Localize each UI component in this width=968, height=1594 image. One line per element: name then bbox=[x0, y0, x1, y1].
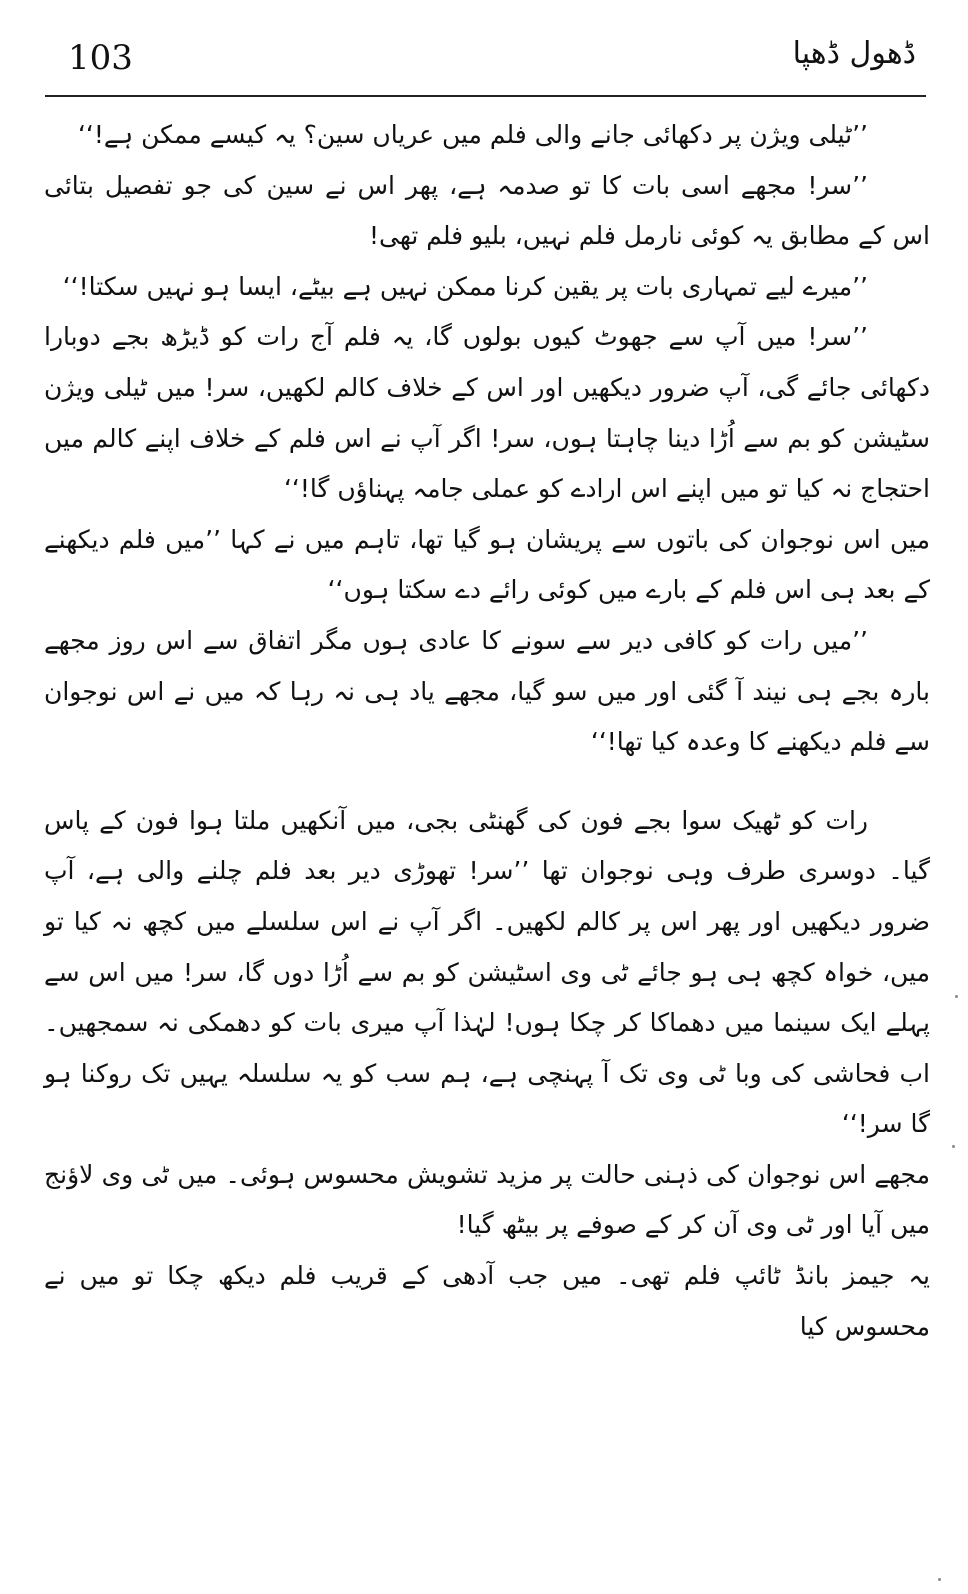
paragraph: میں اس نوجوان کی باتوں سے پریشان ہو گیا تھا، تاہم میں نے کہا ’’میں فلم دیکھنے کے بعد ہی اس فلم کے بارے میں کوئی رائے دے سکتا ہوں‘‘ bbox=[44, 524, 930, 605]
paragraph: یہ جیمز بانڈ ٹائپ فلم تھی۔ میں جب آدھی کے قریب فلم دیکھ چکا تو میں نے محسوس کیا bbox=[44, 1261, 930, 1341]
page-body bbox=[44, 110, 930, 1352]
page-header bbox=[40, 30, 928, 90]
running-title: ڈھول ڈھپا bbox=[792, 36, 916, 71]
header-rule bbox=[45, 95, 926, 97]
paragraph: ’’سر! مجھے اسی بات کا تو صدمہ ہے، پھر اس نے سین کی جو تفصیل بتائی اس کے مطابق یہ کوئی نارمل فلم نہیں، بلیو فلم تھی! bbox=[44, 170, 930, 251]
margin-speck bbox=[938, 1578, 941, 1581]
paragraph: مجھے اس نوجوان کی ذہنی حالت پر مزید تشویش محسوس ہوئی۔ میں ٹی وی لاؤنج میں آیا اور ٹی وی آن کر کے صوفے پر بیٹھ گیا! bbox=[44, 1159, 930, 1240]
paragraph: ’’ٹیلی ویژن پر دکھائی جانے والی فلم میں عریاں سین؟ یہ کیسے ممکن ہے!‘‘ bbox=[77, 120, 868, 149]
margin-speck bbox=[952, 1145, 955, 1148]
paragraph: رات کو ٹھیک سوا بجے فون کی گھنٹی بجی، میں آنکھیں ملتا ہوا فون کے پاس گیا۔ دوسری طرف وہی نوجوان تھا ’’سر! تھوڑی دیر بعد فلم چلنے والی ہے، آپ ضرور دیکھیں اور پھر اس پر کالم لکھیں۔ اگر آپ نے اس سلسلے میں کچھ نہ کیا تو میں، خواہ کچھ ہی ہو جائے ٹی وی اسٹیشن کو بم سے اُڑا دوں گا، سر! میں اس سے پہلے ایک سینما میں دھماکا کر چکا ہوں! لہٰذا آپ میری بات کو دھمکی نہ سمجھیں۔ اب فحاشی کی وبا ٹی وی تک آ پہنچی ہے، ہم سب کو یہ سلسلہ یہیں تک روکنا ہو گا سر!‘‘ bbox=[44, 805, 930, 1139]
paragraph: ’’میں رات کو کافی دیر سے سونے کا عادی ہوں مگر اتفاق سے اس روز مجھے بارہ بجے ہی نیند آ گئی اور میں سو گیا، مجھے یاد ہی نہ رہا کہ میں نے اس نوجوان سے فلم دیکھنے کا وعدہ کیا تھا!‘‘ bbox=[44, 625, 930, 757]
margin-speck bbox=[955, 995, 958, 998]
paragraph: ’’میرے لیے تمہاری بات پر یقین کرنا ممکن نہیں ہے بیٹے، ایسا ہو نہیں سکتا!‘‘ bbox=[62, 271, 868, 301]
page-number: 103 bbox=[68, 38, 133, 78]
paragraph: ’’سر! میں آپ سے جھوٹ کیوں بولوں گا، یہ فلم آج رات کو ڈیڑھ بجے دوبارا دکھائی جائے گی، آپ ضرور دیکھیں اور اس کے خلاف کالم لکھیں، سر! میں ٹیلی ویژن سٹیشن کو بم سے اُڑا دینا چاہتا ہوں، سر! اگر آپ نے اس فلم کے خلاف اپنے کالم میں احتجاج نہ کیا تو میں اپنے اس ارادے کو عملی جامہ پہناؤں گا!‘‘ bbox=[44, 322, 930, 504]
